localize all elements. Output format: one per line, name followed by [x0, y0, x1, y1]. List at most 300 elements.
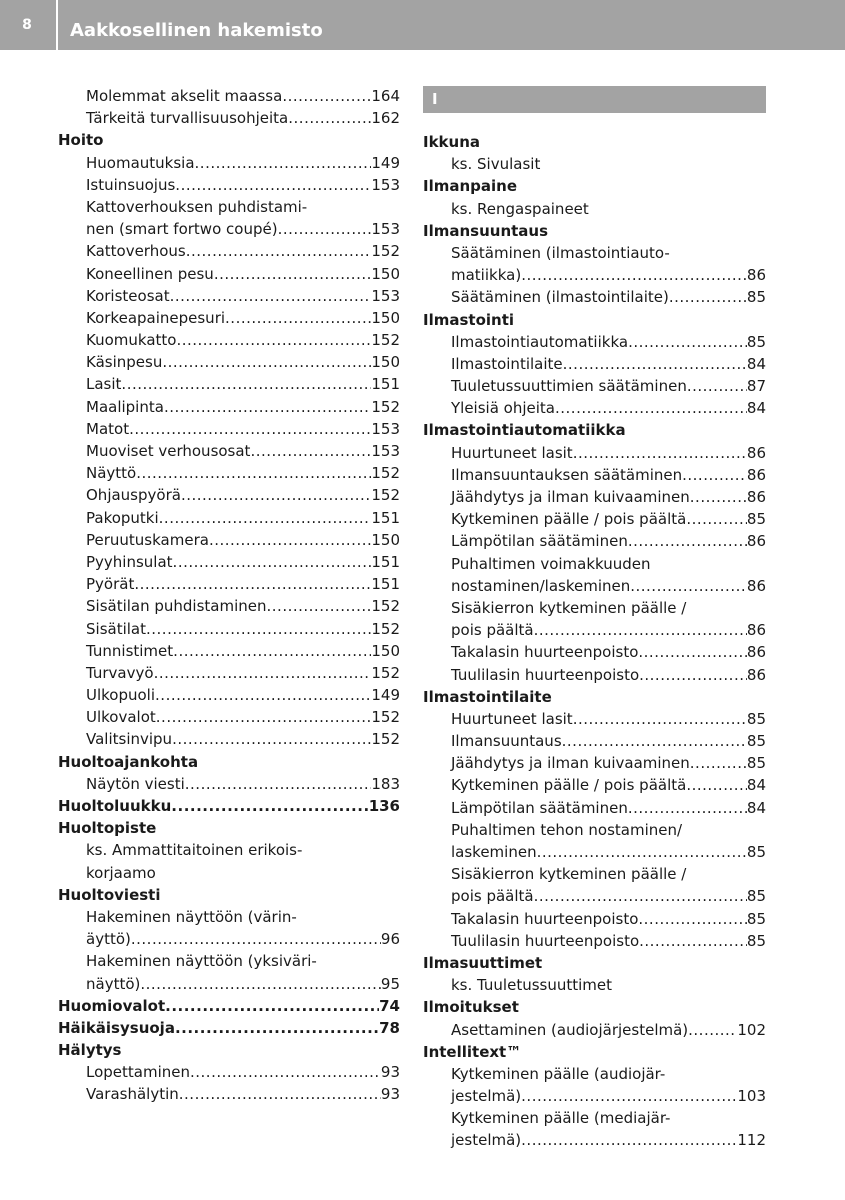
dot-leader — [688, 1019, 737, 1041]
entry-text: Sisätilat — [86, 619, 146, 638]
entry-text: Hakeminen näyttöön (värin- — [86, 907, 297, 926]
dot-leader — [134, 573, 371, 595]
entry-text: Valitsinvipu — [86, 730, 173, 749]
entry-text: Ilmanpaine — [423, 177, 518, 196]
dot-leader — [121, 373, 371, 395]
entry-text: Takalasin huurteenpoisto — [451, 643, 639, 662]
dot-leader — [175, 1017, 379, 1039]
index-subentry — [423, 885, 766, 907]
entry-text: Hälytys — [58, 1041, 122, 1060]
index-column-left — [58, 85, 400, 1106]
dot-leader — [288, 107, 371, 129]
dot-leader — [154, 662, 372, 684]
dot-leader — [164, 396, 371, 418]
entry-text: Takalasin huurteenpoisto — [451, 909, 639, 928]
page-title: Aakkosellinen hakemisto — [70, 20, 323, 41]
index-subentry — [58, 329, 400, 351]
entry-text: Ilmoitukset — [423, 998, 519, 1017]
dot-leader — [628, 530, 747, 552]
page-reference: 85 — [746, 332, 766, 351]
entry-text: Kytkeminen päälle / pois päältä — [451, 510, 687, 529]
dot-leader — [573, 708, 747, 730]
index-subentry — [423, 908, 766, 930]
index-subentry — [423, 819, 766, 841]
page-reference: 152 — [371, 708, 400, 727]
index-heading — [423, 220, 766, 242]
page-reference: 162 — [371, 109, 400, 128]
page-reference: 112 — [737, 1131, 766, 1150]
dot-leader — [521, 264, 747, 286]
dot-leader — [165, 995, 379, 1017]
index-heading — [58, 1039, 400, 1061]
entry-text: Koneellinen pesu — [86, 264, 214, 283]
page-reference: 84 — [746, 798, 766, 817]
entry-text: Yleisiä ohjeita — [451, 399, 555, 418]
index-subentry — [58, 529, 400, 551]
index-subentry — [423, 553, 766, 575]
page-reference: 152 — [371, 331, 400, 350]
entry-text: nen (smart fortwo coupé) — [86, 220, 278, 239]
index-subentry — [423, 464, 766, 486]
header-divider — [56, 0, 58, 50]
page-reference: 102 — [737, 1020, 766, 1039]
dot-leader — [136, 462, 371, 484]
index-heading — [423, 131, 766, 153]
index-subentry — [423, 1107, 766, 1129]
index-subentry — [58, 773, 400, 795]
entry-text: pois päältä — [451, 621, 534, 640]
index-subentry — [58, 640, 400, 662]
dot-leader — [638, 908, 747, 930]
entry-text: Jäähdytys ja ilman kuivaaminen — [451, 754, 690, 773]
dot-leader — [521, 1129, 737, 1151]
entry-text: Kytkeminen päälle / pois päältä — [451, 776, 687, 795]
page-reference: 153 — [371, 442, 400, 460]
index-subentry — [58, 396, 400, 418]
page-reference: 86 — [746, 532, 766, 551]
dot-leader — [687, 375, 747, 397]
entry-text: Sisäkierron kytkeminen päälle / — [451, 865, 687, 884]
page-reference: 86 — [746, 488, 766, 506]
dot-leader — [267, 595, 372, 617]
dot-leader — [140, 973, 381, 995]
page-reference: 86 — [746, 665, 766, 684]
index-heading — [58, 795, 400, 817]
page-reference: 87 — [746, 377, 766, 396]
page-reference: 152 — [371, 597, 400, 616]
page-reference: 85 — [746, 732, 766, 751]
dot-leader — [628, 797, 747, 819]
page-reference: 86 — [746, 621, 766, 640]
page-reference: 74 — [379, 996, 400, 1015]
index-subentry — [423, 331, 766, 353]
entry-text: Intellitext™ — [423, 1042, 522, 1061]
index-subentry — [423, 863, 766, 885]
page-reference: 85 — [746, 931, 766, 950]
page-reference: 93 — [380, 1063, 400, 1082]
dot-leader — [173, 551, 372, 573]
page-reference: 152 — [371, 242, 400, 261]
dot-leader — [278, 218, 372, 240]
index-heading — [58, 751, 400, 773]
page-reference: 150 — [371, 530, 400, 549]
index-subentry — [58, 152, 400, 174]
index-subentry — [423, 575, 766, 597]
page-reference: 153 — [371, 419, 400, 438]
entry-text: Tunnistimet — [86, 641, 174, 660]
dot-leader — [225, 307, 371, 329]
page-reference: 86 — [746, 576, 766, 595]
index-subentry — [423, 530, 766, 552]
dot-leader — [630, 575, 747, 597]
entry-text: äyttö) — [86, 930, 131, 949]
index-heading — [58, 817, 400, 839]
index-heading — [58, 1017, 400, 1039]
entry-text: näyttö) — [86, 974, 141, 993]
index-subentry — [58, 973, 400, 995]
page-reference: 153 — [371, 286, 400, 305]
dot-leader — [209, 529, 371, 551]
page-reference: 149 — [371, 686, 400, 705]
entry-text: Asettaminen (audiojärjestelmä) — [451, 1020, 689, 1039]
entry-text: Muoviset verhousosat — [86, 442, 251, 460]
page-reference: 152 — [371, 663, 400, 682]
entry-text: Huomautuksia — [86, 153, 195, 172]
entry-text: jestelmä) — [451, 1087, 522, 1106]
index-subentry — [423, 1019, 766, 1041]
index-subentry — [423, 619, 766, 641]
dot-leader — [159, 507, 372, 529]
dot-leader — [195, 152, 372, 174]
index-heading — [423, 175, 766, 197]
dot-leader — [639, 664, 747, 686]
page-reference: 150 — [371, 264, 400, 283]
entry-text: Kattoverhouksen puhdistami- — [86, 197, 308, 216]
entry-text: Huoltoluukku — [58, 797, 172, 815]
page-reference: 152 — [371, 486, 400, 505]
page-reference: 152 — [371, 730, 400, 749]
entry-text: Ilmastointiautomatiikka — [423, 421, 626, 440]
page-reference: 85 — [746, 288, 766, 307]
index-column-right — [423, 131, 766, 1152]
index-subentry — [58, 418, 400, 440]
page-reference: 183 — [371, 774, 400, 793]
entry-text: Huurtuneet lasit — [451, 443, 573, 462]
entry-text: Molemmat akselit maassa — [86, 87, 283, 105]
index-subentry — [58, 107, 400, 129]
index-subentry — [423, 930, 766, 952]
entry-text: Kytkeminen päälle (mediajär- — [451, 1109, 671, 1128]
page-reference: 93 — [380, 1085, 400, 1104]
index-subentry — [423, 1129, 766, 1151]
page-reference: 152 — [371, 619, 400, 638]
index-subentry — [423, 730, 766, 752]
index-subentry — [58, 1061, 400, 1083]
entry-text: Lämpötilan säätäminen — [451, 798, 628, 817]
entry-text: Sisäkierron kytkeminen päälle / — [451, 598, 687, 617]
dot-leader — [682, 464, 747, 486]
entry-text: matiikka) — [451, 266, 522, 285]
index-subentry — [423, 198, 766, 220]
page-reference: 85 — [746, 909, 766, 928]
page-reference: 150 — [371, 308, 400, 327]
entry-text: Puhaltimen voimakkuuden — [451, 554, 651, 573]
index-subentry — [58, 928, 400, 950]
index-subentry — [423, 664, 766, 686]
index-subentry — [58, 1083, 400, 1105]
entry-text: Koristeosat — [86, 286, 170, 305]
entry-text: korjaamo — [86, 863, 156, 882]
entry-text: Hoito — [58, 131, 104, 150]
entry-text: nostaminen/laskeminen — [451, 576, 631, 595]
index-subentry — [423, 841, 766, 863]
dot-leader — [521, 1085, 737, 1107]
index-heading — [423, 996, 766, 1018]
index-subentry — [58, 285, 400, 307]
entry-text: Ilmastointiautomatiikka — [451, 332, 629, 351]
entry-text: Tärkeitä turvallisuusohjeita — [86, 109, 289, 128]
dot-leader — [638, 641, 747, 663]
index-subentry — [423, 974, 766, 996]
index-subentry — [58, 462, 400, 484]
entry-text: ks. Sivulasit — [451, 155, 541, 174]
index-subentry — [423, 397, 766, 419]
page-reference: 164 — [371, 87, 400, 105]
entry-text: Ulkovalot — [86, 708, 156, 727]
index-subentry — [423, 375, 766, 397]
dot-leader — [562, 730, 747, 752]
page-reference: 86 — [746, 465, 766, 484]
entry-text: Huoltoviesti — [58, 885, 161, 904]
index-heading — [423, 686, 766, 708]
index-subentry — [58, 950, 400, 972]
entry-text: Näytön viesti — [86, 774, 185, 793]
index-heading — [423, 419, 766, 441]
page-reference: 153 — [371, 220, 400, 239]
entry-text: Käsinpesu — [86, 353, 163, 372]
entry-text: ks. Rengaspaineet — [451, 199, 589, 218]
letter-section-header — [423, 86, 766, 113]
entry-text: Peruutuskamera — [86, 530, 209, 549]
entry-text: Turvavyö — [86, 663, 154, 682]
index-subentry — [423, 641, 766, 663]
index-subentry — [58, 484, 400, 506]
page-reference: 84 — [746, 399, 766, 418]
index-subentry — [58, 373, 400, 395]
page-reference: 86 — [746, 443, 766, 462]
entry-text: Kuomukatto — [86, 331, 177, 350]
entry-text: Sisätilan puhdistaminen — [86, 597, 267, 616]
page-reference: 84 — [746, 354, 766, 373]
dot-leader — [282, 85, 371, 107]
page-reference: 85 — [746, 887, 766, 906]
page-reference: 78 — [379, 1018, 400, 1037]
index-subentry — [423, 1085, 766, 1107]
index-subentry — [58, 440, 400, 462]
dot-leader — [555, 397, 747, 419]
index-subentry — [58, 906, 400, 928]
entry-text: Häikäisysuoja — [58, 1018, 175, 1037]
dot-leader — [175, 174, 371, 196]
entry-text: Lämpötilan säätäminen — [451, 532, 628, 551]
entry-text: Maalipinta — [86, 397, 164, 416]
entry-text: Ilmansuuntaus — [423, 221, 549, 240]
entry-text: Huomiovalot — [58, 996, 166, 1015]
dot-leader — [173, 640, 371, 662]
dot-leader — [250, 440, 371, 462]
index-subentry — [58, 263, 400, 285]
entry-text: Hakeminen näyttöön (yksiväri- — [86, 952, 317, 971]
entry-text: Näyttö — [86, 464, 137, 483]
dot-leader — [537, 841, 747, 863]
index-subentry — [423, 264, 766, 286]
entry-text: Ulkopuoli — [86, 686, 156, 705]
index-heading — [58, 129, 400, 151]
dot-leader — [156, 706, 372, 728]
index-subentry — [423, 286, 766, 308]
entry-text: Puhaltimen tehon nostaminen/ — [451, 820, 683, 839]
entry-text: Lopettaminen — [86, 1063, 190, 1082]
entry-text: Ilmastointi — [423, 310, 515, 329]
index-subentry — [423, 752, 766, 774]
dot-leader — [181, 484, 371, 506]
dot-leader — [686, 508, 747, 530]
page-reference: 150 — [371, 641, 400, 660]
index-subentry — [423, 708, 766, 730]
entry-text: jestelmä) — [451, 1131, 522, 1150]
dot-leader — [669, 286, 747, 308]
entry-text: Pyyhinsulat — [86, 552, 173, 571]
index-subentry — [58, 196, 400, 218]
index-subentry — [58, 728, 400, 750]
index-subentry — [58, 218, 400, 240]
page-reference: 85 — [746, 843, 766, 861]
entry-text: pois päältä — [451, 887, 534, 906]
dot-leader — [172, 728, 371, 750]
index-subentry — [423, 597, 766, 619]
dot-leader — [146, 618, 371, 640]
index-subentry — [423, 242, 766, 264]
dot-leader — [190, 1061, 381, 1083]
page-reference: 85 — [746, 510, 766, 529]
index-subentry — [58, 240, 400, 262]
index-subentry — [58, 618, 400, 640]
entry-text: Huoltopiste — [58, 819, 157, 838]
index-subentry — [58, 839, 400, 861]
entry-text: Ikkuna — [423, 133, 481, 151]
entry-text: Säätäminen (ilmastointilaite) — [451, 288, 669, 307]
index-subentry — [58, 551, 400, 573]
page-header — [0, 0, 845, 50]
page-reference: 85 — [746, 754, 766, 773]
index-subentry — [58, 174, 400, 196]
page-reference: 95 — [380, 974, 400, 993]
index-subentry — [58, 706, 400, 728]
entry-text: Ilmasuuttimet — [423, 953, 543, 972]
dot-leader — [690, 486, 747, 508]
entry-text: Huoltoajankohta — [58, 752, 199, 771]
dot-leader — [186, 240, 372, 262]
page-reference: 151 — [371, 508, 400, 527]
entry-text: ks. Tuuletussuuttimet — [451, 976, 613, 995]
entry-text: Istuinsuojus — [86, 175, 176, 194]
entry-text: Säätäminen (ilmastointiauto- — [451, 243, 670, 262]
page-reference: 153 — [371, 175, 400, 194]
index-heading — [423, 309, 766, 331]
entry-text: Kattoverhous — [86, 242, 186, 261]
index-heading — [423, 1041, 766, 1063]
index-subentry — [423, 508, 766, 530]
page-reference: 152 — [371, 464, 400, 483]
entry-text: Ohjauspyörä — [86, 486, 181, 505]
entry-text: Varashälytin — [86, 1085, 179, 1104]
index-subentry — [58, 573, 400, 595]
index-subentry — [58, 595, 400, 617]
dot-leader — [639, 930, 747, 952]
dot-leader — [170, 285, 372, 307]
entry-text: Ilmansuuntauksen säätäminen — [451, 465, 683, 484]
page-reference: 86 — [746, 643, 766, 662]
entry-text: Ilmastointilaite — [451, 354, 563, 373]
page-reference: 136 — [368, 797, 400, 815]
entry-text: Kytkeminen päälle (audiojär- — [451, 1064, 666, 1083]
dot-leader — [534, 885, 747, 907]
dot-leader — [171, 795, 368, 817]
dot-leader — [185, 773, 372, 795]
page-reference: 85 — [746, 709, 766, 728]
entry-text: Tuulilasin huurteenpoisto — [451, 931, 640, 950]
dot-leader — [131, 928, 381, 950]
page-number: 8 — [22, 17, 32, 33]
page-reference: 96 — [380, 930, 400, 949]
entry-text: Lasit — [86, 375, 122, 394]
index-subentry — [423, 797, 766, 819]
index-subentry — [58, 351, 400, 373]
dot-leader — [155, 684, 371, 706]
page-reference: 151 — [371, 552, 400, 571]
page-reference: 86 — [746, 266, 766, 285]
entry-text: Tuuletussuuttimien säätäminen — [451, 377, 687, 396]
dot-leader — [690, 752, 747, 774]
page-reference: 149 — [371, 153, 400, 172]
dot-leader — [534, 619, 747, 641]
dot-leader — [628, 331, 747, 353]
entry-text: Pakoputki — [86, 508, 159, 527]
index-subentry — [58, 307, 400, 329]
index-subentry — [58, 684, 400, 706]
dot-leader — [129, 418, 371, 440]
dot-leader — [563, 353, 747, 375]
entry-text: ks. Ammattitaitoinen erikois- — [86, 841, 303, 860]
entry-text: Matot — [86, 419, 130, 438]
index-subentry — [423, 353, 766, 375]
page-reference: 150 — [371, 353, 400, 372]
entry-text: Jäähdytys ja ilman kuivaaminen — [451, 488, 690, 506]
dot-leader — [179, 1083, 381, 1105]
section-letter: I — [432, 90, 438, 108]
page-reference: 84 — [746, 776, 766, 795]
page-reference: 151 — [371, 575, 400, 594]
entry-text: laskeminen — [451, 843, 537, 861]
index-subentry — [423, 153, 766, 175]
page-reference: 151 — [371, 375, 400, 394]
dot-leader — [573, 442, 747, 464]
dot-leader — [686, 774, 747, 796]
entry-text: Pyörät — [86, 575, 135, 594]
index-subentry — [58, 662, 400, 684]
index-subentry — [58, 507, 400, 529]
index-subentry — [58, 85, 400, 107]
